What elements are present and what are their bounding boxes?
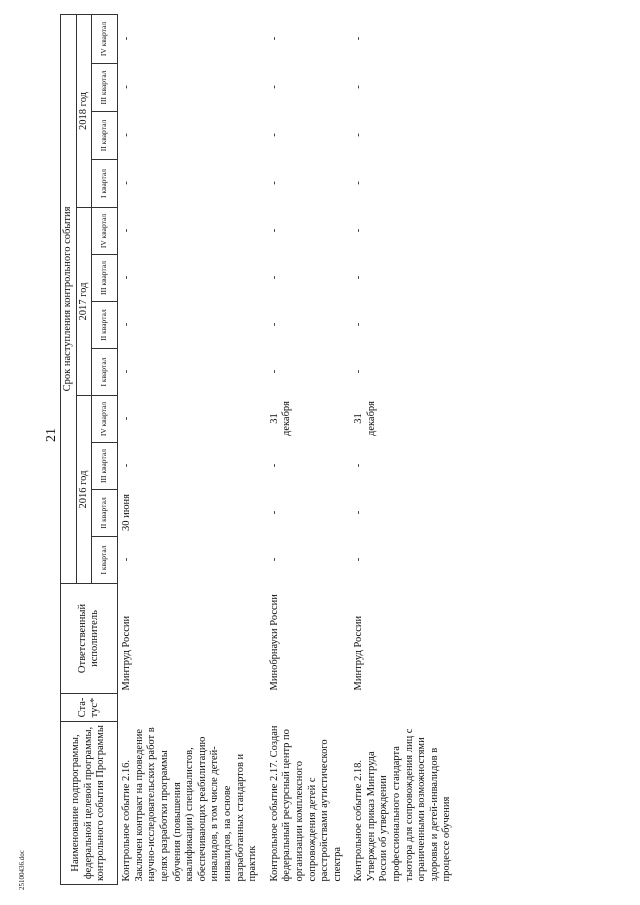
quarter-cell: - <box>268 85 280 89</box>
event-responsible: Минтруд России <box>353 615 365 691</box>
quarter-cell: - <box>268 228 280 233</box>
quarter-cell: - <box>353 322 365 327</box>
header-responsible: Ответственный исполнитель <box>61 584 118 694</box>
header-quarter: III квартал <box>92 443 118 490</box>
header-quarter: IV квартал <box>92 396 118 443</box>
quarter-cell: - <box>121 36 133 41</box>
quarter-cell: - <box>121 322 133 327</box>
header-year-2017: 2017 год <box>76 208 92 396</box>
quarter-cell: - <box>121 133 133 137</box>
header-year-2016: 2016 год <box>76 396 92 584</box>
header-quarter: II квартал <box>92 112 118 160</box>
header-quarter: III квартал <box>92 64 118 112</box>
event-status <box>266 694 351 722</box>
quarter-cell: - <box>353 228 365 233</box>
quarter-cell: - <box>353 463 365 468</box>
header-quarter: IV квартал <box>92 14 118 63</box>
header-quarter: III квартал <box>92 255 118 302</box>
quarter-cell: - <box>268 510 280 515</box>
header-quarter: II квартал <box>92 302 118 349</box>
quarter-cell: - <box>268 36 280 41</box>
header-name: Наименование подпрограммы, федеральной целевой программы, контрольного события Программы <box>61 722 118 885</box>
header-year-2018: 2018 год <box>76 14 92 207</box>
quarter-cell: - <box>353 557 365 562</box>
quarter-cell: - <box>121 557 133 562</box>
table-row <box>266 14 351 884</box>
quarter-cell: - <box>121 181 133 185</box>
quarter-cell: - <box>268 322 280 327</box>
rotated-page-content <box>60 15 580 885</box>
header-quarter: IV квартал <box>92 208 118 255</box>
quarter-cell: - <box>268 557 280 562</box>
quarter-cell: - <box>121 275 133 280</box>
event-name: Контрольное событие 2.16. Заключен контракт на проведение научно-исследовательских работ в целях разработки программы обучения (повышения квалификации) специалистов, обеспечивающих реабилитацию инвалидов, в том числе детей-инвалидов, на основе разработанных стандартов и практик <box>121 727 259 882</box>
quarter-cell: - <box>353 275 365 280</box>
event-name: Контрольное событие 2.17. Создан федеральный ресурсный центр по организации комплексного сопровождения детей с расстройствами аутистического спектра <box>268 725 343 882</box>
quarter-cell: - <box>268 275 280 280</box>
quarter-cell: - <box>353 369 365 374</box>
quarter-cell: - <box>121 369 133 374</box>
header-quarter: I квартал <box>92 349 118 396</box>
quarter-cell: - <box>353 510 365 515</box>
quarter-cell: - <box>121 463 133 468</box>
quarter-cell: - <box>268 463 280 468</box>
header-quarter: I квартал <box>92 160 118 208</box>
quarter-cell: - <box>353 133 365 137</box>
table-row <box>350 14 460 884</box>
event-responsible: Минобрнауки России <box>268 594 280 691</box>
quarter-cell: - <box>353 85 365 89</box>
quarter-cell: 31 декабря <box>353 400 377 437</box>
control-events-table <box>60 14 460 885</box>
event-name: Контрольное событие 2.18. Утвержден приказ Минтруда России об утверждении профессионального стандарта тьютора для сопровождения лиц с ограниченными возможностями здоровья и детей-инвалидов в процессе обучения <box>353 728 453 882</box>
page-number: 21 <box>44 428 59 442</box>
event-responsible: Минтруд России <box>121 615 133 691</box>
quarter-cell: - <box>268 369 280 374</box>
quarter-cell: - <box>121 228 133 233</box>
quarter-cell: - <box>121 85 133 89</box>
event-status <box>350 694 460 722</box>
quarter-cell: - <box>268 133 280 137</box>
header-quarter: I квартал <box>92 537 118 584</box>
quarter-cell: 30 июня <box>121 493 133 532</box>
header-deadline: Срок наступления контрольного события <box>61 14 77 583</box>
table-row <box>118 14 266 884</box>
quarter-cell: - <box>353 181 365 185</box>
quarter-cell: 31 декабря <box>268 400 293 437</box>
quarter-cell: - <box>268 181 280 185</box>
footer-filename: 25100436.doc <box>18 850 26 890</box>
quarter-cell: - <box>121 416 133 421</box>
event-status <box>118 694 266 722</box>
header-quarter: II квартал <box>92 490 118 537</box>
quarter-cell: - <box>353 36 365 41</box>
header-status: Ста-тус* <box>61 694 118 722</box>
